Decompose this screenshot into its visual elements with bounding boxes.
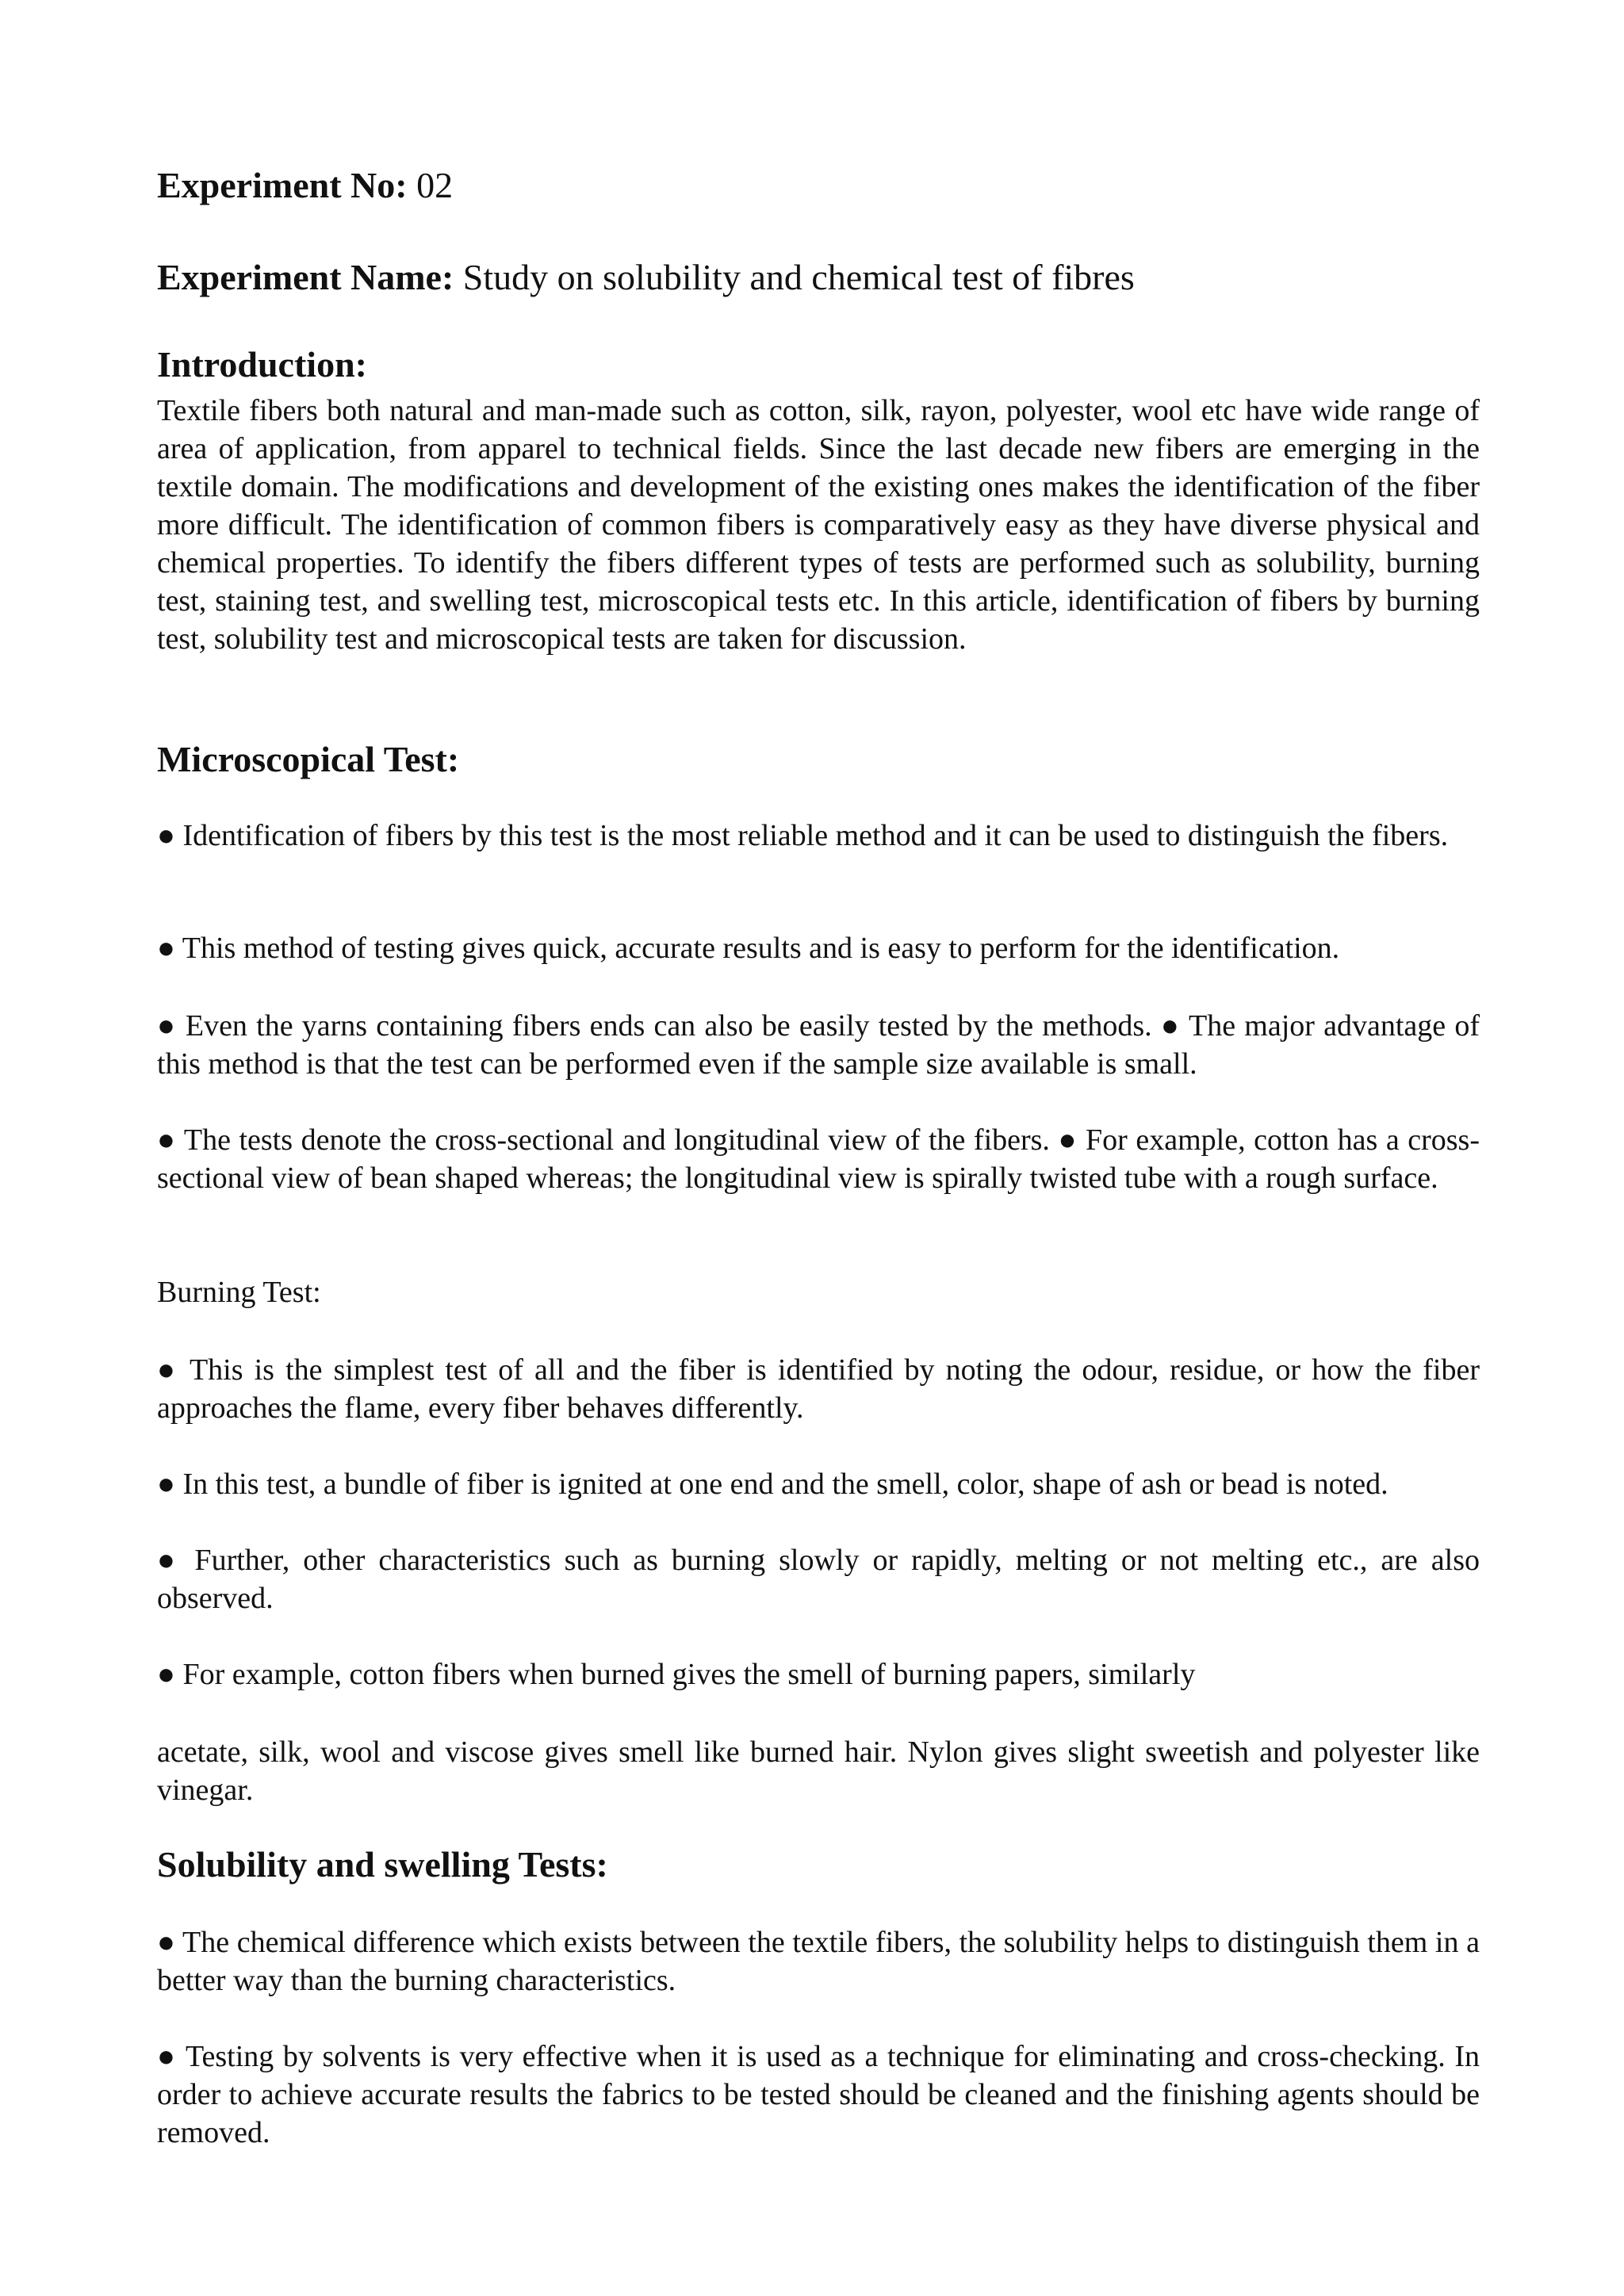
solubility-point-2: ● Testing by solvents is very effective when it is used as a technique for eliminating and cross-checking. In order to achieve accurate results the fabrics to be tested should be cleaned and the finishing agents should be removed.: [157, 2040, 1480, 2149]
microscopical-point-1: ● Identification of fibers by this test is the most reliable method and it can be used to distinguish the fibers.: [157, 819, 1449, 852]
microscopical-point-4: ● The tests denote the cross-sectional and longitudinal view of the fibers. ● For example, cotton has a cross-sectional view of bean shaped whereas; the longitudinal view is spirally twisted tube with a rough surface.: [157, 1123, 1480, 1195]
burning-point-1: ● This is the simplest test of all and the fiber is identified by noting the odour, residue, or how the fiber approaches the flame, every fiber behaves differently.: [157, 1353, 1480, 1425]
experiment-name: [157, 255, 1135, 300]
burning-point-4: ● For example, cotton fibers when burned gives the smell of burning papers, similarly: [157, 1658, 1196, 1691]
experiment-name-value: Study on solubility and chemical test of fibres: [454, 257, 1135, 297]
microscopical-point-2: ● This method of testing gives quick, accurate results and is easy to perform for the identification.: [157, 932, 1340, 965]
burning-point-2: ● In this test, a bundle of fiber is ignited at one end and the smell, color, shape of ash or bead is noted.: [157, 1468, 1388, 1501]
experiment-number-value: 02: [407, 165, 454, 205]
introduction-paragraph: Textile fibers both natural and man-made such as cotton, silk, rayon, polyester, wool etc have wide range of area of application, from apparel to technical fields. Since the last decade new fibers are emerging in the textile domain. The modifications and development of the existing ones makes the identification of the fiber more difficult. The identification of common fibers is comparatively easy as they have diverse physical and chemical properties. To identify the fibers different types of tests are performed such as solubility, burning test, staining test, and swelling test, microscopical tests etc. In this article, identification of fibers by burning test, solubility test and microscopical tests are taken for discussion.: [157, 394, 1480, 656]
burning-heading: Burning Test:: [157, 1276, 321, 1309]
burning-point-4-continued: acetate, silk, wool and viscose gives smell like burned hair. Nylon gives slight sweetish and polyester like vinegar.: [157, 1735, 1480, 1807]
introduction-heading: Introduction:: [157, 344, 367, 385]
solubility-point-1: ● The chemical difference which exists between the textile fibers, the solubility helps to distinguish them in a better way than the burning characteristics.: [157, 1926, 1480, 1997]
experiment-number: [157, 163, 453, 208]
microscopical-point-3: ● Even the yarns containing fibers ends can also be easily tested by the methods. ● The major advantage of this method is that the test can be performed even if the sample size available is small.: [157, 1009, 1480, 1081]
solubility-heading: Solubility and swelling Tests:: [157, 1844, 608, 1885]
experiment-number-label: Experiment No:: [157, 165, 408, 205]
microscopical-heading: Microscopical Test:: [157, 739, 460, 779]
experiment-name-label: Experiment Name:: [157, 257, 454, 297]
burning-point-3: ● Further, other characteristics such as burning slowly or rapidly, melting or not melting etc., are also observed.: [157, 1544, 1480, 1615]
